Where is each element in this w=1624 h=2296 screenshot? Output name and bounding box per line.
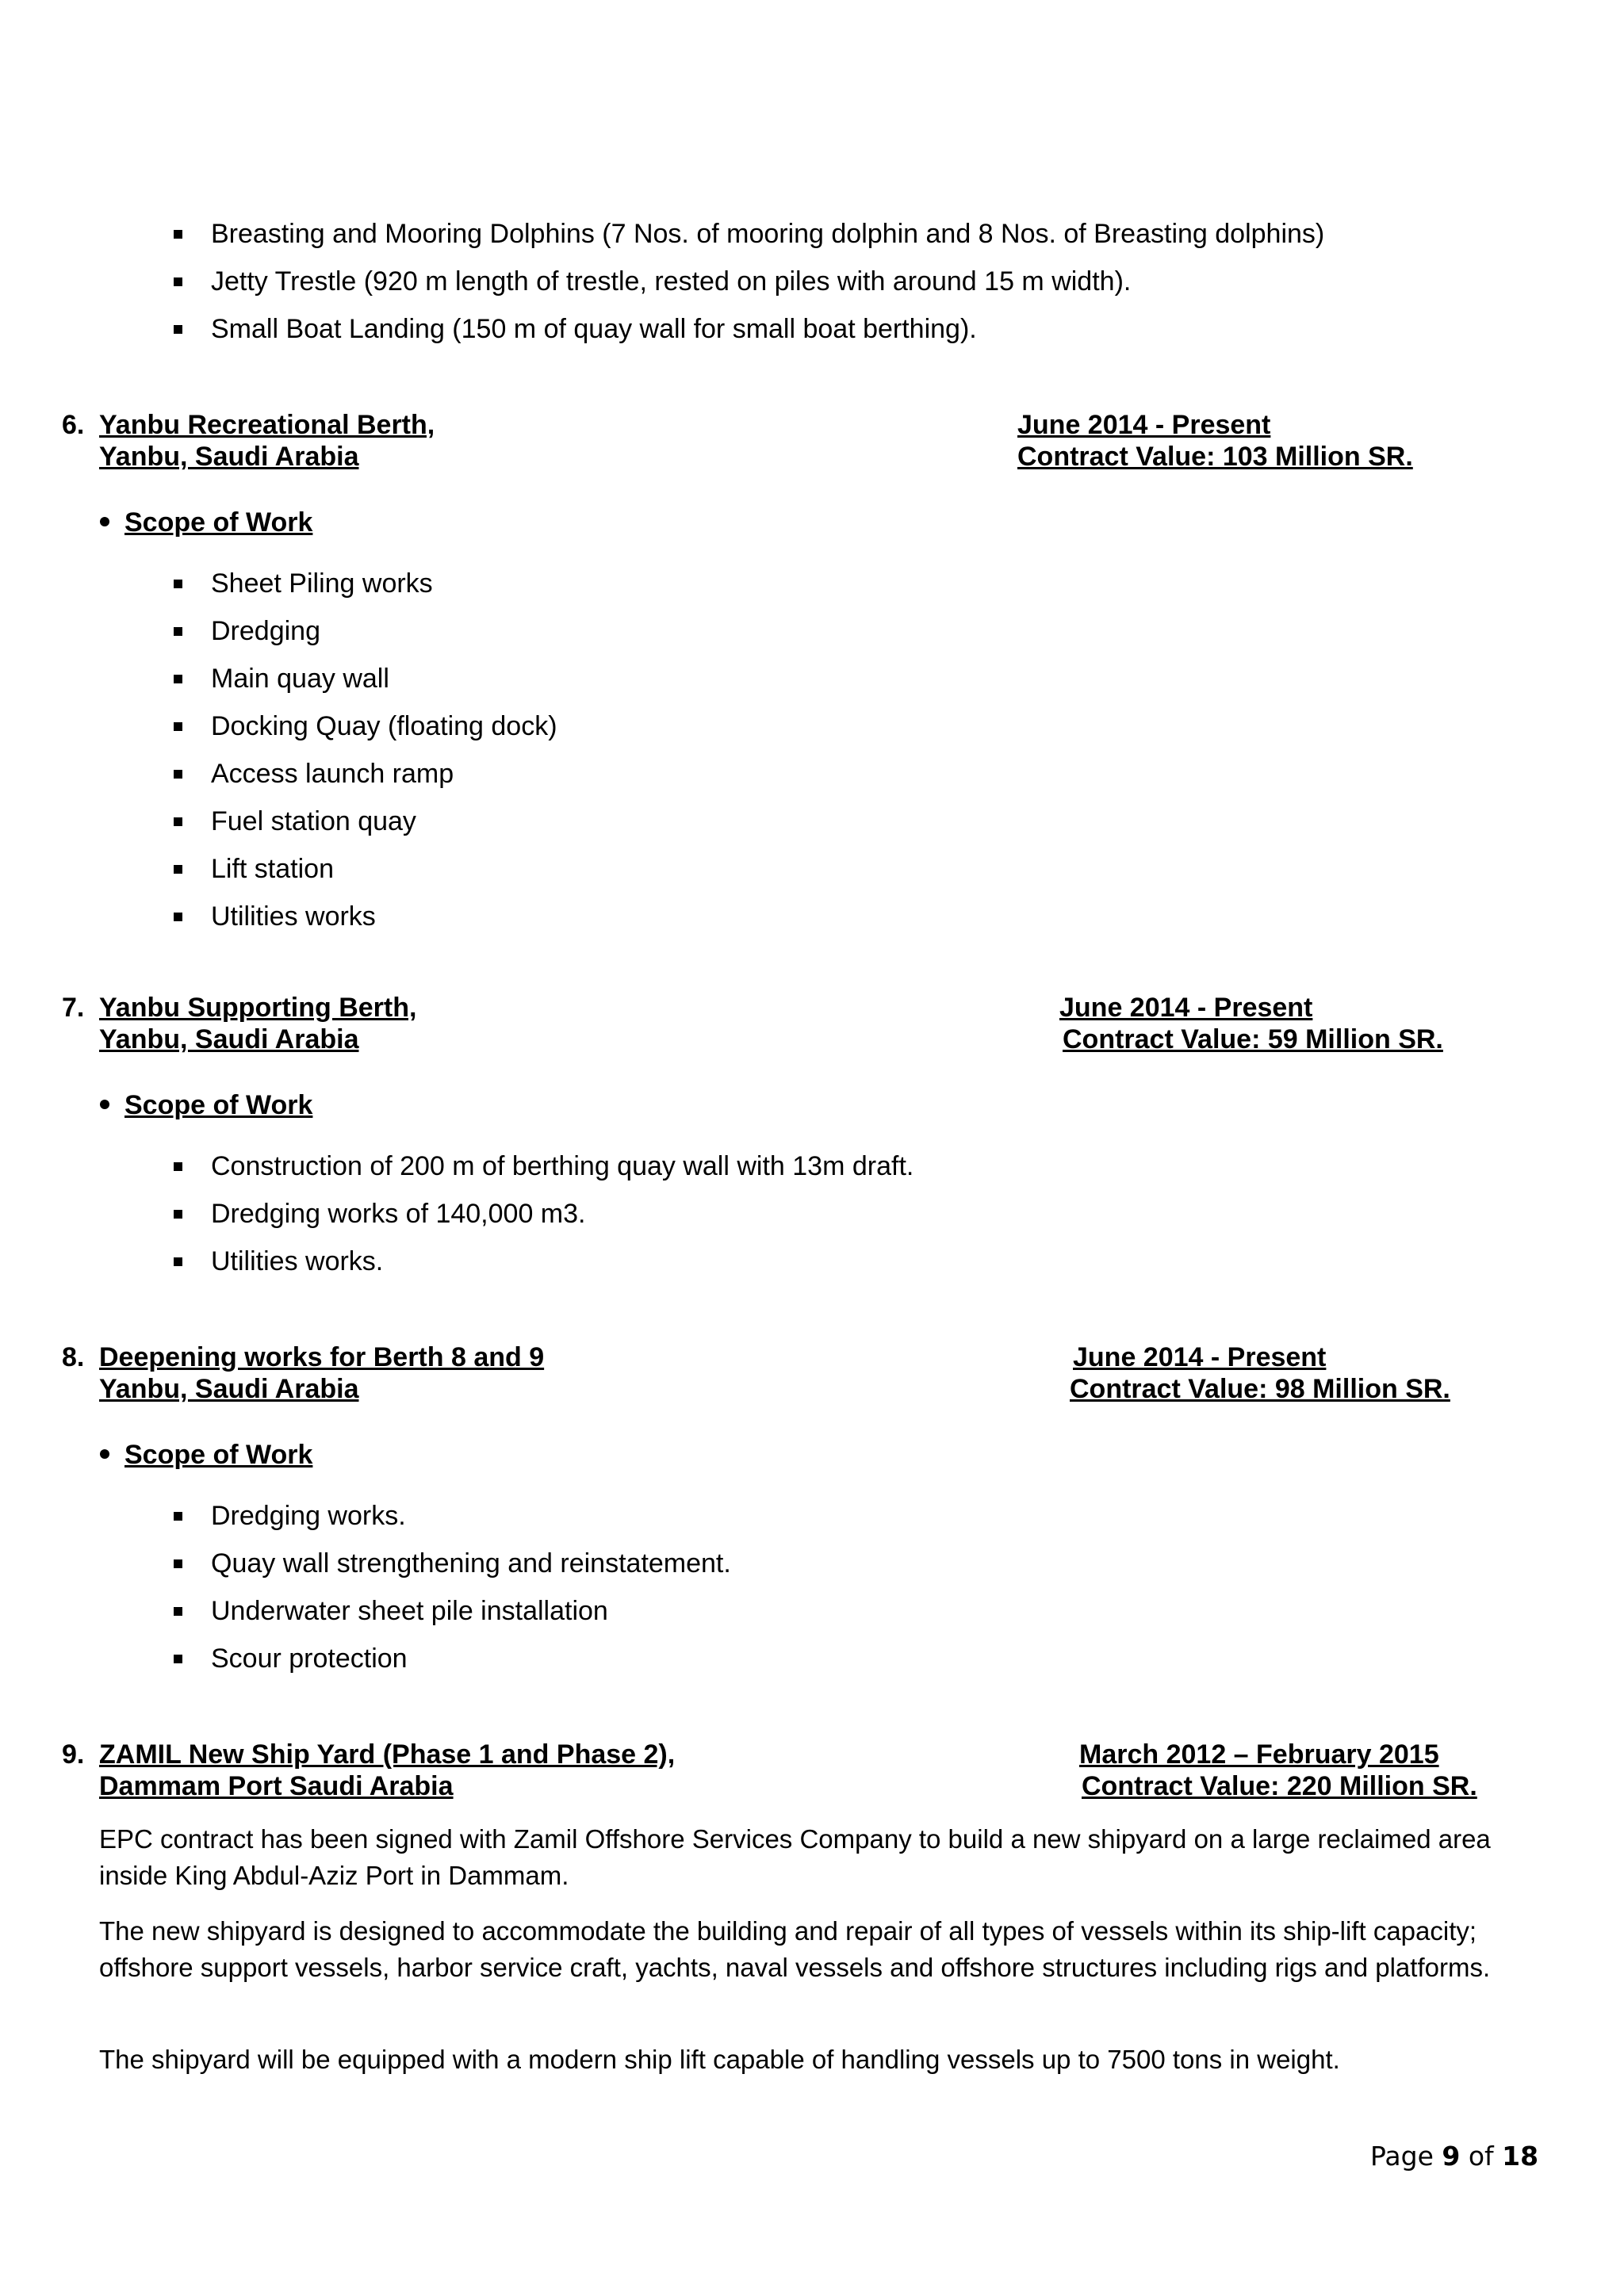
square-bullet-icon (174, 722, 182, 731)
square-bullet-icon (174, 913, 182, 921)
project-title: ZAMIL New Ship Yard (Phase 1 and Phase 2), (99, 1739, 676, 1770)
project-description-paragraph: The new shipyard is designed to accommodate the building and repair of all types of vessels within its ship-lift capacity; offshore support vessels, harbor service craft, yachts, naval vessels and offshore structures including rigs and platforms. (99, 1916, 1491, 1982)
list-item: Utilities works. (211, 1246, 384, 1276)
project-contract-value: Contract Value: 59 Million SR. (1063, 1024, 1443, 1054)
square-bullet-icon (174, 1210, 182, 1219)
square-bullet-icon (174, 627, 182, 636)
list-item: Underwater sheet pile installation (211, 1596, 608, 1626)
list-item: Small Boat Landing (150 m of quay wall for small boat berthing). (211, 314, 977, 344)
square-bullet-icon (174, 1257, 182, 1266)
square-bullet-icon (174, 1607, 182, 1616)
list-item: Jetty Trestle (920 m length of trestle, rested on piles with around 15 m width). (211, 266, 1132, 297)
list-item: Docking Quay (floating dock) (211, 711, 557, 741)
scope-of-work-heading: Scope of Work (124, 507, 313, 538)
project-number: 7. (62, 993, 85, 1023)
project-period: June 2014 - Present (1073, 1342, 1327, 1372)
list-item: Utilities works (211, 901, 376, 932)
round-bullet-icon (100, 1100, 109, 1109)
page-number (1370, 2141, 1538, 2172)
square-bullet-icon (174, 325, 182, 334)
list-item: Breasting and Mooring Dolphins (7 Nos. of mooring dolphin and 8 Nos. of Breasting dolphins) (211, 219, 1325, 249)
project-number: 9. (62, 1739, 85, 1770)
square-bullet-icon (174, 1512, 182, 1521)
project-title: Yanbu Recreational Berth, (99, 410, 435, 440)
list-item: Dredging works. (211, 1501, 406, 1531)
square-bullet-icon (174, 817, 182, 826)
project-contract-value: Contract Value: 98 Million SR. (1070, 1374, 1450, 1404)
square-bullet-icon (174, 1559, 182, 1568)
project-location: Dammam Port Saudi Arabia (99, 1771, 454, 1801)
of-word: of (1468, 2141, 1494, 2172)
square-bullet-icon (174, 1655, 182, 1663)
scope-of-work-heading: Scope of Work (124, 1090, 313, 1120)
list-item: Access launch ramp (211, 759, 454, 789)
round-bullet-icon (100, 1449, 109, 1459)
project-period: June 2014 - Present (1059, 993, 1313, 1023)
square-bullet-icon (174, 1162, 182, 1171)
project-title: Yanbu Supporting Berth, (99, 993, 417, 1023)
square-bullet-icon (174, 675, 182, 683)
project-period: June 2014 - Present (1017, 410, 1271, 440)
round-bullet-icon (100, 517, 109, 526)
current-page: 9 (1442, 2141, 1461, 2172)
project-contract-value: Contract Value: 220 Million SR. (1082, 1771, 1477, 1801)
project-number: 6. (62, 410, 85, 440)
project-location: Yanbu, Saudi Arabia (99, 1374, 359, 1404)
list-item: Lift station (211, 854, 334, 884)
square-bullet-icon (174, 770, 182, 779)
square-bullet-icon (174, 865, 182, 874)
project-title: Deepening works for Berth 8 and 9 (99, 1342, 545, 1372)
list-item: Scour protection (211, 1644, 408, 1674)
project-contract-value: Contract Value: 103 Million SR. (1017, 442, 1413, 472)
list-item: Quay wall strengthening and reinstatement. (211, 1548, 731, 1578)
list-item: Sheet Piling works (211, 568, 433, 599)
total-pages: 18 (1502, 2141, 1539, 2172)
project-description-paragraph: EPC contract has been signed with Zamil Offshore Services Company to build a new shipyard on a large reclaimed area inside King Abdul-Aziz Port in Dammam. (99, 1824, 1491, 1890)
project-location: Yanbu, Saudi Arabia (99, 1024, 359, 1054)
list-item: Dredging (211, 616, 320, 646)
project-number: 8. (62, 1342, 85, 1372)
square-bullet-icon (174, 230, 182, 239)
square-bullet-icon (174, 580, 182, 588)
square-bullet-icon (174, 277, 182, 286)
project-description-paragraph: The shipyard will be equipped with a modern ship lift capable of handling vessels up to 7500 tons in weight. (99, 2045, 1340, 2074)
project-period: March 2012 – February 2015 (1079, 1739, 1439, 1770)
list-item: Main quay wall (211, 664, 389, 694)
project-location: Yanbu, Saudi Arabia (99, 442, 359, 472)
scope-of-work-heading: Scope of Work (124, 1440, 313, 1470)
page-word: Page (1370, 2141, 1434, 2172)
list-item: Dredging works of 140,000 m3. (211, 1199, 586, 1229)
list-item: Fuel station quay (211, 806, 416, 836)
list-item: Construction of 200 m of berthing quay wall with 13m draft. (211, 1151, 914, 1181)
